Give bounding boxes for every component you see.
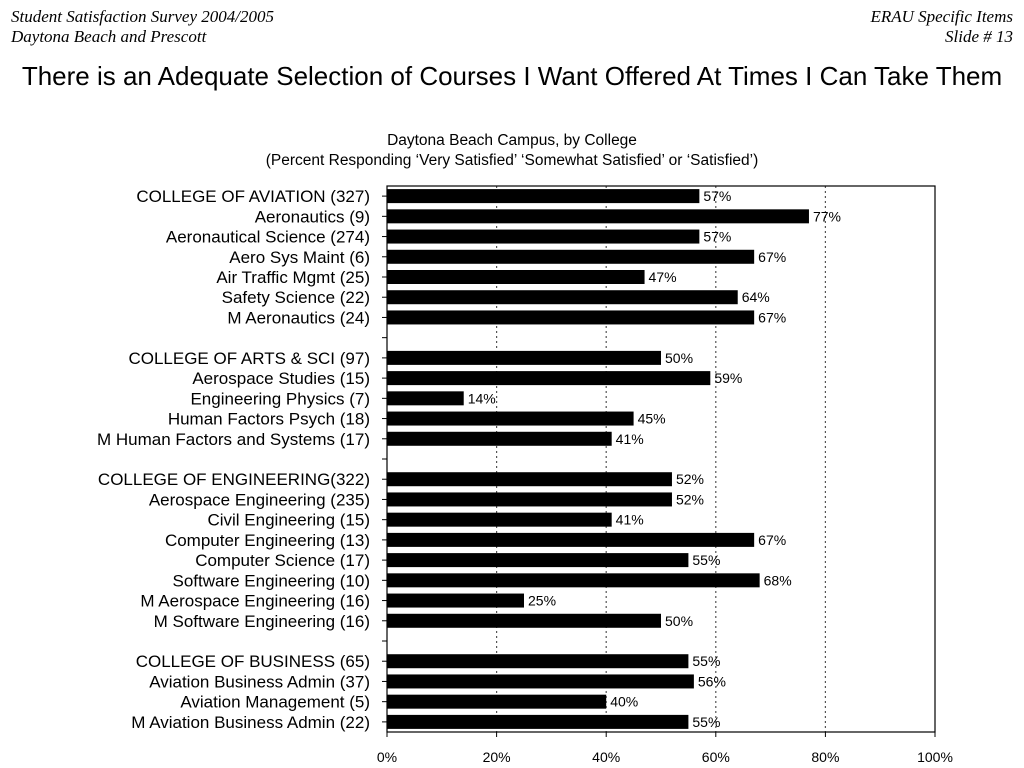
bar xyxy=(387,594,524,608)
category-label: COLLEGE OF ARTS & SCI (97) xyxy=(128,348,370,368)
category-label: Civil Engineering (15) xyxy=(207,510,370,530)
data-label: 47% xyxy=(648,269,677,285)
data-label: 68% xyxy=(763,572,792,589)
slide-number: Slide # 13 xyxy=(945,27,1013,46)
data-label: 55% xyxy=(692,552,721,569)
category-label: Engineering Physics (7) xyxy=(190,389,370,409)
data-label: 67% xyxy=(758,248,787,265)
data-label: 56% xyxy=(697,673,726,690)
bar xyxy=(387,189,699,203)
data-label: 57% xyxy=(703,188,732,205)
category-label: M Aeronautics (24) xyxy=(227,308,370,328)
bar xyxy=(387,250,754,264)
bar xyxy=(387,209,809,223)
x-tick-label: 100% xyxy=(917,749,953,765)
section-name: ERAU Specific Items xyxy=(870,7,1013,26)
category-label: M Human Factors and Systems (17) xyxy=(96,429,370,449)
category-label: Aerospace Engineering (235) xyxy=(148,490,370,510)
category-label: Aerospace Studies (15) xyxy=(192,369,370,389)
data-label: 41% xyxy=(615,430,644,447)
data-label: 50% xyxy=(665,349,694,366)
data-label: 14% xyxy=(467,390,496,407)
bar xyxy=(387,472,672,486)
x-tick-label: 80% xyxy=(811,749,840,765)
bar xyxy=(387,412,634,426)
bar xyxy=(387,351,661,365)
category-label: COLLEGE OF ENGINEERING(322) xyxy=(97,470,370,490)
bar xyxy=(387,573,760,587)
bar xyxy=(387,533,754,547)
chart-title: There is an Adequate Selection of Courses I Want Offered At Times I Can Take Them xyxy=(21,61,1003,91)
campus-names: Daytona Beach and Prescott xyxy=(11,27,207,46)
data-label: 45% xyxy=(637,410,666,427)
category-label: Aviation Business Admin (37) xyxy=(149,672,370,692)
category-label: Computer Engineering (13) xyxy=(164,530,370,550)
category-label: COLLEGE OF AVIATION (327) xyxy=(136,187,370,207)
data-label: 67% xyxy=(758,309,787,326)
bar xyxy=(387,310,754,324)
data-label: 77% xyxy=(812,208,841,225)
bar xyxy=(387,230,699,244)
category-label: Aeronautical Science (274) xyxy=(165,227,370,247)
category-label: M Aerospace Engineering (16) xyxy=(140,591,370,611)
category-label: Software Engineering (10) xyxy=(172,571,370,591)
bar xyxy=(387,614,661,628)
bar xyxy=(387,715,688,729)
category-label: Human Factors Psych (18) xyxy=(167,409,370,429)
category-label: Air Traffic Mgmt (25) xyxy=(216,268,370,287)
bar xyxy=(387,290,738,304)
category-label: Aero Sys Maint (6) xyxy=(229,247,370,267)
data-label: 59% xyxy=(714,370,743,387)
plot-frame xyxy=(387,186,935,732)
survey-title: Student Satisfaction Survey 2004/2005 xyxy=(11,7,274,26)
subtitle-line-2: (Percent Responding ‘Very Satisfied’ ‘Somewhat Satisfied’ or ‘Satisfied’) xyxy=(265,152,759,169)
data-label: 41% xyxy=(615,511,644,528)
bar xyxy=(387,432,612,446)
bar xyxy=(387,674,694,688)
category-label: Safety Science (22) xyxy=(221,288,370,308)
data-label: 55% xyxy=(692,653,721,670)
data-label: 40% xyxy=(610,693,639,710)
data-label: 57% xyxy=(703,228,732,245)
bar xyxy=(387,695,606,709)
subtitle-line-1: Daytona Beach Campus, by College xyxy=(387,132,637,149)
data-label: 67% xyxy=(758,531,787,548)
bar xyxy=(387,270,645,284)
category-label: COLLEGE OF BUSINESS (65) xyxy=(135,652,370,672)
x-tick-label: 60% xyxy=(701,749,730,765)
category-label: Aviation Management (5) xyxy=(180,692,370,712)
x-tick-label: 40% xyxy=(592,749,621,765)
category-label: M Aviation Business Admin (22) xyxy=(131,712,370,732)
data-label: 52% xyxy=(675,491,704,508)
data-label: 50% xyxy=(665,612,694,629)
bar xyxy=(387,654,688,668)
x-tick-label: 20% xyxy=(482,749,511,765)
category-label: Aeronautics (9) xyxy=(254,207,370,227)
data-label: 52% xyxy=(675,471,704,488)
bar xyxy=(387,371,710,385)
data-label: 25% xyxy=(528,592,557,609)
category-label: M Software Engineering (16) xyxy=(153,611,370,631)
bar xyxy=(387,391,464,405)
bar xyxy=(387,492,672,506)
data-label: 64% xyxy=(741,289,770,306)
x-tick-label: 0% xyxy=(376,749,398,765)
category-label: Computer Science (17) xyxy=(195,551,370,571)
data-label: 55% xyxy=(692,713,721,730)
bar xyxy=(387,513,612,527)
bar xyxy=(387,553,688,567)
